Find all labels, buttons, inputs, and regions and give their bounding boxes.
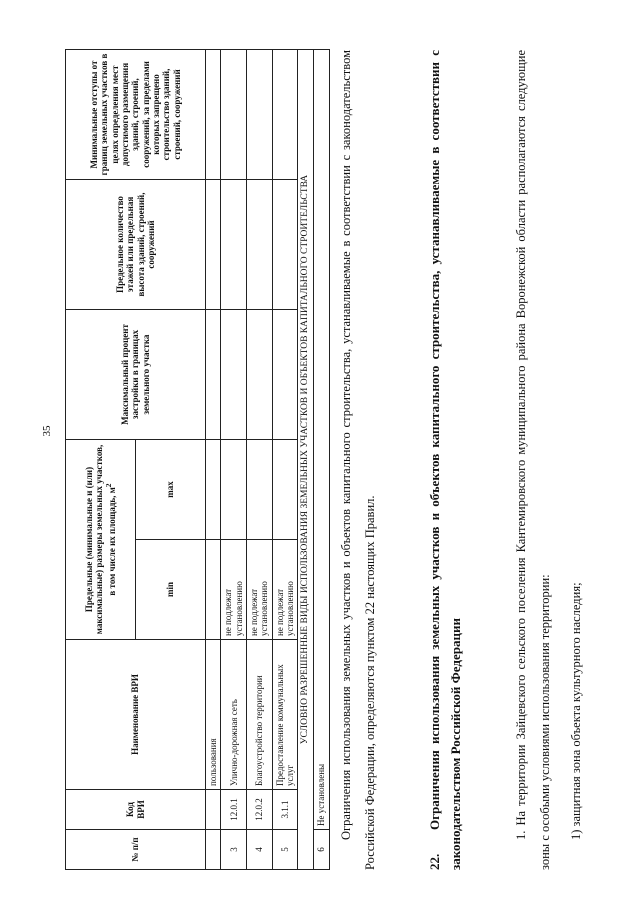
cell-name: Благоустройство территории	[247, 640, 273, 790]
cell-name: Предоставление коммунальных услуг	[272, 640, 298, 790]
regulations-table	[65, 49, 330, 870]
table-row	[247, 50, 273, 870]
section-number: 22.	[427, 853, 442, 870]
cell-code: 12.0.1	[221, 790, 247, 830]
cell-num: 4	[247, 830, 273, 870]
cell-code	[206, 790, 221, 830]
cell-name: пользования	[206, 640, 221, 790]
section-title: Ограничения использования земельных участков и объектов капитального строительства, устанавливаемые в соответствии с законодательством Российской Федерации	[427, 50, 463, 870]
header-min: min	[136, 540, 206, 640]
header-build-percent: Максимальный процент застройки в границах земельного участка	[66, 310, 206, 440]
cell-minmax	[206, 540, 221, 640]
cell-minmax: не подлежат установлению	[221, 540, 247, 640]
header-name: Наименование ВРИ	[66, 640, 206, 790]
header-setbacks: Минимальные отступы от границ земельных участков в целях определения мест допустимого размещения зданий, строений, сооружений, за пределами которых запрещено строительство зданий, строений, сооружений	[66, 50, 206, 180]
header-code: Код ВРИ	[66, 790, 206, 830]
header-max: max	[136, 440, 206, 540]
header-num: № п/п	[66, 830, 206, 870]
table-header-row	[66, 50, 136, 870]
cell-minmax: не подлежат установлению	[247, 540, 273, 640]
cell-num: 3	[221, 830, 247, 870]
cell-name: Улично-дорожная сеть	[221, 640, 247, 790]
table-row	[272, 50, 298, 870]
section-heading	[425, 50, 467, 870]
paragraph-restrictions: Ограничения использования земельных участков и объектов капитального строительства, устанавливаемые в соответствии с законодательством Российской Федерации, определяются пунктом 22 настоящих Правил.	[339, 50, 377, 870]
page-number: 35	[41, 425, 53, 437]
table-row	[314, 50, 329, 870]
cell-num: 5	[272, 830, 298, 870]
paragraph-zones: 1. На территории Зайцевского сельского поселения Кантемировского муниципального района Воронежской области располагаются следующие зоны с особыми условиями использования территории:	[514, 50, 552, 870]
cell-num	[206, 830, 221, 870]
table-caption-row	[298, 50, 314, 870]
cell-minmax: не подлежат установлению	[272, 540, 298, 640]
rotated-page-content	[65, 30, 635, 870]
cell-num: 6	[314, 830, 329, 870]
conditional-uses-caption: УСЛОВНО РАЗРЕШЕННЫЕ ВИДЫ ИСПОЛЬЗОВАНИЯ ЗЕМЕЛЬНЫХ УЧАСТКОВ И ОБЪЕКТОВ КАПИТАЛЬНОГО СТРОИТЕЛЬСТВА	[298, 50, 314, 870]
cell-code: 12.0.2	[247, 790, 273, 830]
cell-not-established: Не установлены	[314, 50, 329, 830]
header-size-group: Предельные (минимальные и (или) максимальные) размеры земельных участков, в том числе их площадь, $м^2$	[66, 440, 136, 640]
table-row	[206, 50, 221, 870]
cell-code: 3.1.1	[272, 790, 298, 830]
table-row	[221, 50, 247, 870]
list-item-cultural-heritage: 1) защитная зона объекта культурного наследия;	[569, 582, 583, 840]
header-floors: Предельное количество этажей или предельная высота зданий, строений, сооружений	[66, 180, 206, 310]
